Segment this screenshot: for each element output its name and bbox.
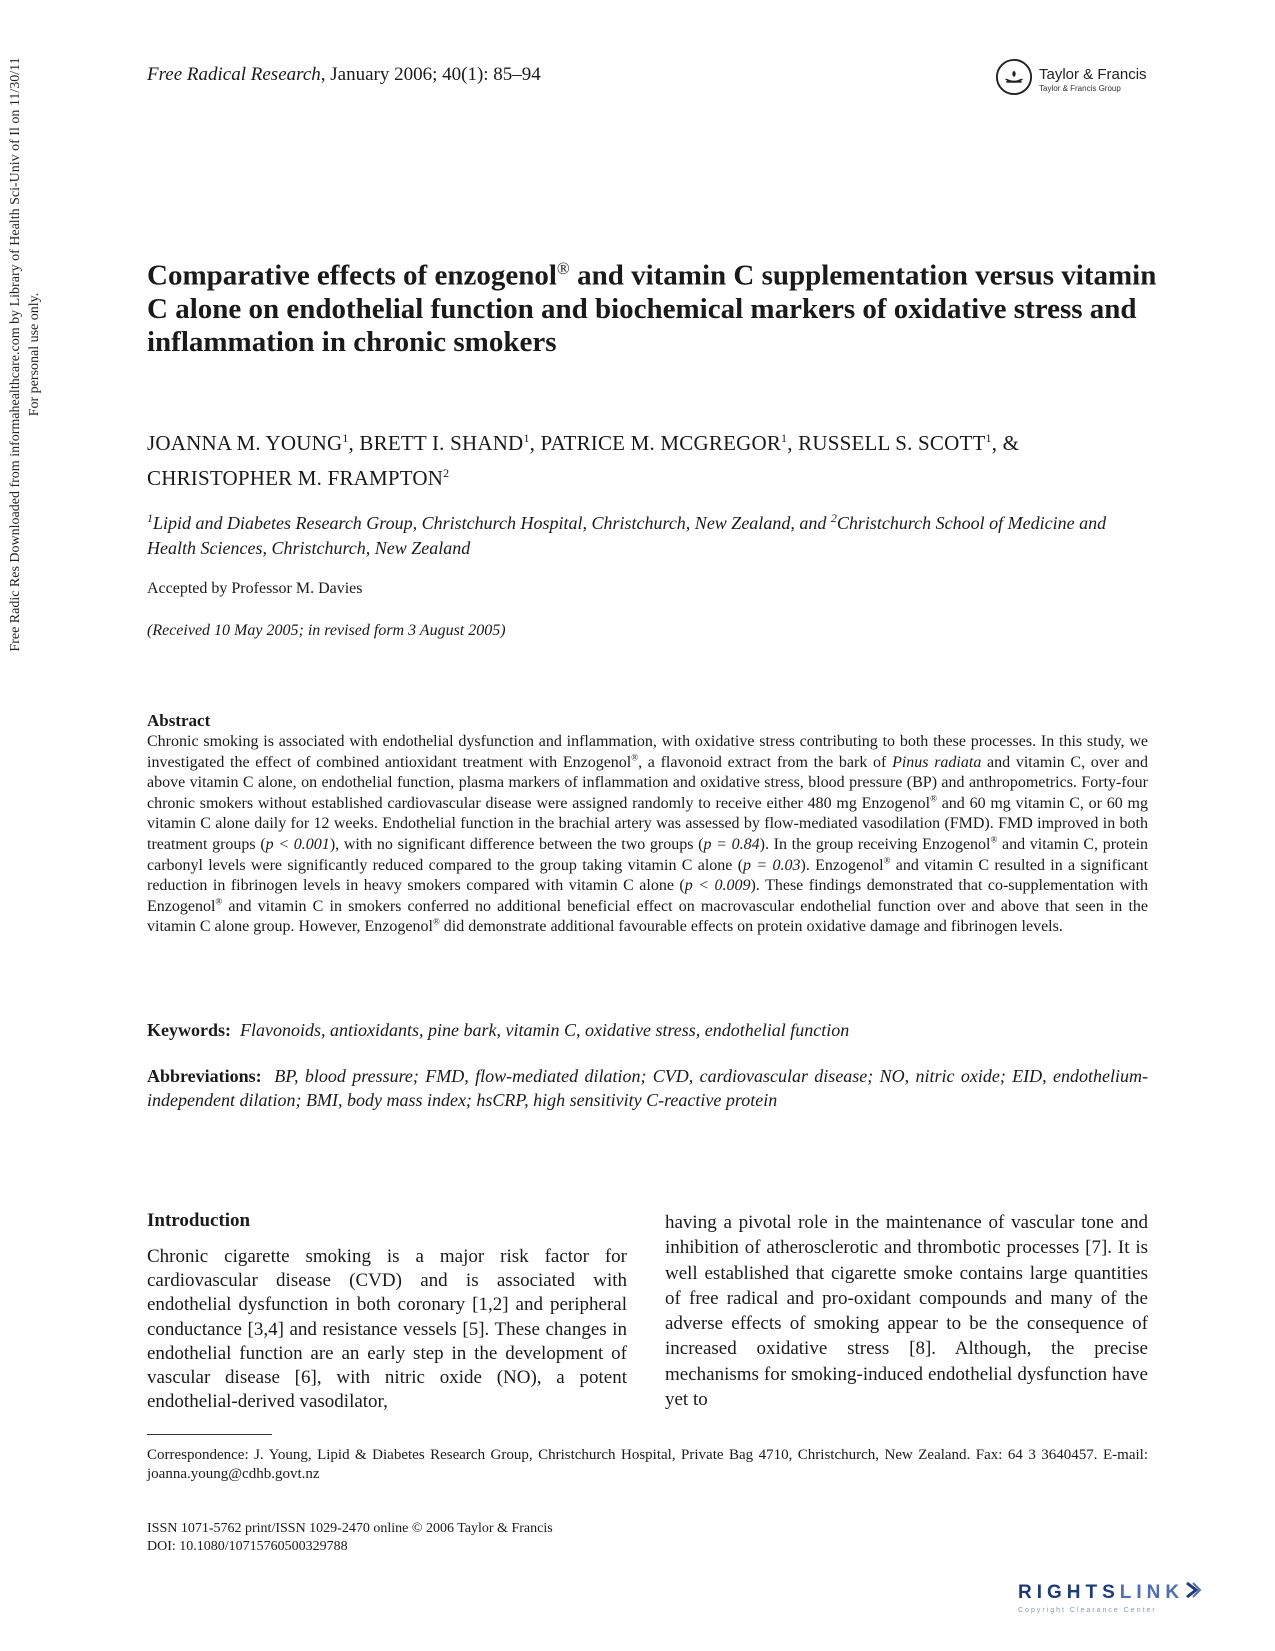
publisher-group: Taylor & Francis Group <box>1039 83 1121 93</box>
keywords-text: Flavonoids, antioxidants, pine bark, vitamin C, oxidative stress, endothelial function <box>240 1020 850 1040</box>
download-notice-line2: For personal use only. <box>27 292 42 417</box>
author: JOANNA M. YOUNG$^1$, <box>147 431 360 455</box>
title-registered-mark: ® <box>556 259 570 278</box>
rightslink-chevron-icon <box>1184 1580 1202 1606</box>
keywords-label: Keywords: <box>147 1020 231 1040</box>
accepted-by: Accepted by Professor M. Davies <box>147 580 363 597</box>
publisher-name: Taylor & Francis <box>1039 65 1147 83</box>
rightslink-word-a: RIGHTS <box>1018 1582 1120 1603</box>
doi-line: DOI: 10.1080/10715760500329788 <box>147 1539 348 1554</box>
abstract-body: Chronic smoking is associated with endothelial dysfunction and inflammation, with oxidative stress contributing to both these processes. In this study, we investigated the effect of combined antioxidant treatment with Enzogenol®, a flavonoid extract from the bark of Pinus radiata and vitamin C, over and above vitamin C alone, on endothelial function, plasma markers of inflammation and oxidative stress, blood pressure (BP) and anthropometrics. Forty-four chronic smokers without established cardiovascular disease were assigned randomly to receive either 480 mg Enzogenol® and 60 mg vitamin C, or 60 mg vitamin C alone daily for 12 weeks. Endothelial function in the brachial artery was assessed by flow-mediated vasodilation (FMD). FMD improved in both treatment groups (p < 0.001), with no significant difference between the two groups (p = 0.84). In the group receiving Enzogenol® and vitamin C, protein carbonyl levels were significantly reduced compared to the group taking vitamin C alone (p = 0.03). Enzogenol® and vitamin C resulted in a significant reduction in fibrinogen levels in heavy smokers compared with vitamin C alone (p < 0.009). These findings demonstrated that co-supplementation with Enzogenol® and vitamin C in smokers conferred no additional beneficial effect on macrovascular endothelial function over and above that seen in the vitamin C alone group. However, Enzogenol® did demonstrate additional favourable effects on protein oxidative damage and fibrinogen levels. <box>147 733 1149 936</box>
journal-name: Free Radical Research <box>147 64 321 85</box>
publisher-logo <box>995 58 1147 101</box>
abbreviations-label: Abbreviations: <box>147 1066 262 1086</box>
title-part2: and vitamin C supplementation versus vitamin C alone on endothelial function and biochemical markers of oxidative stress and inflammation in chronic smokers <box>147 259 1157 358</box>
journal-citation <box>147 64 541 86</box>
introduction-right-column: having a pivotal role in the maintenance of vascular tone and inhibition of atherosclerotic and thrombotic processes [7]. It is well established that cigarette smoke contains large quantities of free radical and pro-oxidant compounds and many of the adverse effects of smoking appear to be the consequence of increased oxidative stress [8]. Although, the precise mechanisms for smoking-induced endothelial dysfunction have yet to <box>665 1212 1148 1411</box>
abbreviations-text: BP, blood pressure; FMD, flow-mediated dilation; CVD, cardiovascular disease; NO, nitric oxide; EID, endothelium-independent dilation; BMI, body mass index; hsCRP, high sensitivity C-reactive protein <box>147 1066 1148 1110</box>
author: RUSSELL S. SCOTT$^1$, & <box>798 431 1020 455</box>
abbreviations <box>147 1064 1148 1112</box>
rightslink-word-b: LINK <box>1119 1582 1185 1603</box>
rightslink-logo[interactable] <box>1018 1580 1202 1614</box>
correspondence-footnote: Correspondence: J. Young, Lipid & Diabetes Research Group, Christchurch Hospital, Private Bag 4710, Christchurch, New Zealand. Fax: 64 3 3640457. E-mail: joanna.young@cdhb.govt.nz <box>147 1447 1148 1482</box>
footnote-divider <box>147 1434 272 1435</box>
author: PATRICE M. MCGREGOR$^1$, <box>540 431 799 455</box>
download-notice-line1: Free Radic Res Downloaded from informahealthcare.com by Library of Health Sci-Univ of Il on 11/30/11 <box>8 57 23 652</box>
journal-issue: , January 2006; 40(1): 85–94 <box>320 64 541 85</box>
keywords <box>147 1020 1152 1041</box>
received-dates: (Received 10 May 2005; in revised form 3 August 2005) <box>147 622 506 639</box>
introduction-left-column: Chronic cigarette smoking is a major risk factor for cardiovascular disease (CVD) and is associated with endothelial dysfunction in both coronary [1,2] and peripheral conductance [3,4] and resistance vessels [5]. These changes in endothelial function are an early step in the development of vascular disease [6], with nitric oxide (NO), a potent endothelial-derived vasodilator, <box>147 1246 627 1413</box>
lamp-logo-icon <box>995 58 1033 101</box>
introduction-heading: Introduction <box>147 1210 251 1231</box>
author: BRETT I. SHAND$^1$, <box>359 431 541 455</box>
issn-line: ISSN 1071-5762 print/ISSN 1029-2470 online © 2006 Taylor & Francis <box>147 1521 553 1536</box>
author: CHRISTOPHER M. FRAMPTON$^2$ <box>147 466 450 490</box>
affiliations: $^1$Lipid and Diabetes Research Group, Christchurch Hospital, Christchurch, New Zealand, and $^2$Christchurch School of Medicine and Health Sciences, Christchurch, New Zealand <box>147 511 1107 558</box>
download-notice <box>6 0 46 1180</box>
article-title <box>147 252 1157 359</box>
issn-doi <box>147 1520 553 1556</box>
rightslink-subtitle: Copyright Clearance Center <box>1018 1607 1157 1614</box>
author-list <box>147 423 1167 493</box>
abstract-heading: Abstract <box>147 711 211 730</box>
title-part1: Comparative effects of enzogenol <box>147 259 557 292</box>
